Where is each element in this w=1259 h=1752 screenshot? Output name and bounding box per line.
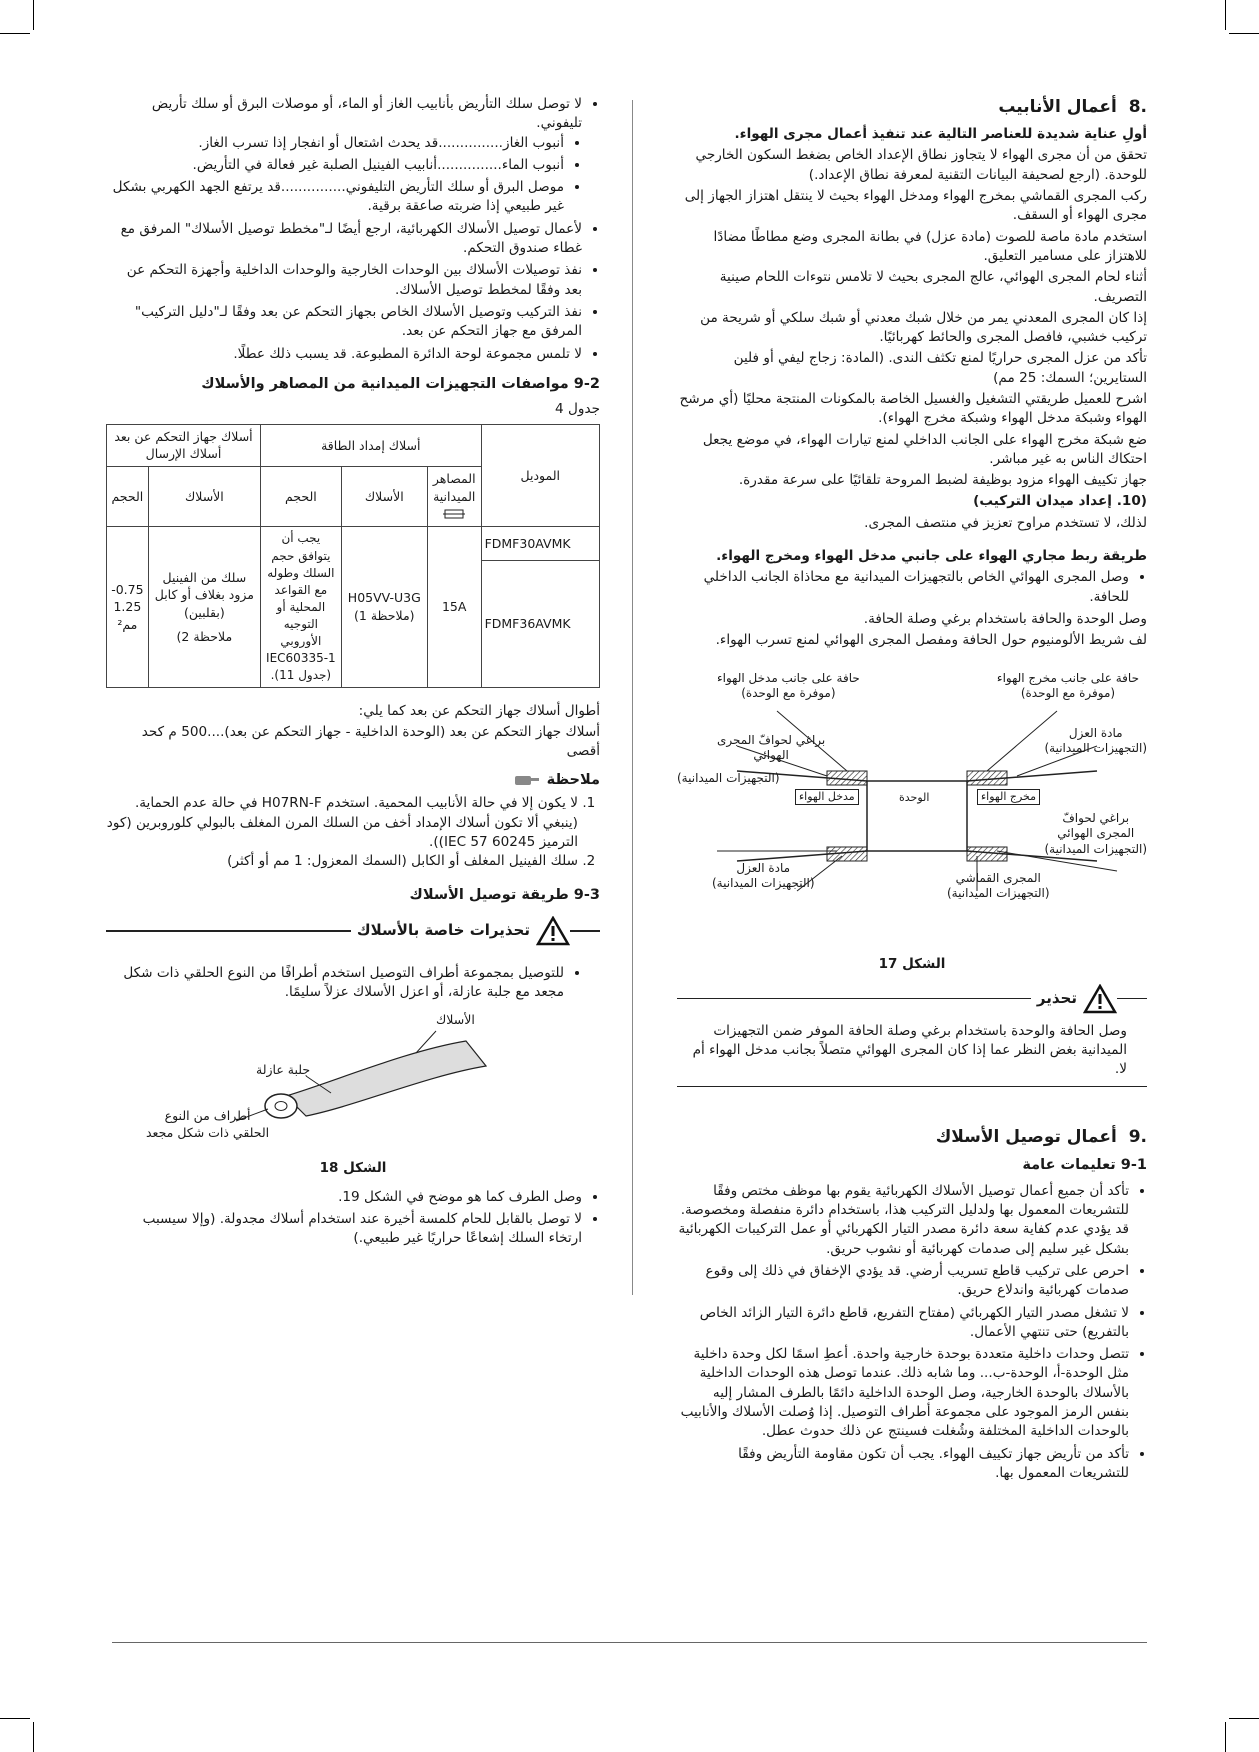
header-remote-wire: الأسلاك xyxy=(148,467,260,527)
grounding-list xyxy=(106,95,600,364)
section-8-subtitle: أولِ عناية شديدة للعناصر التالية عند تنفيذ أعمال مجرى الهواء. xyxy=(734,126,1147,143)
label-inlet-flange: حافة على جانب مدخل الهواء (موفرة مع الوحدة) xyxy=(717,670,860,701)
paragraph: جهاز تكييف الهواء مزود بوظيفة لضبط المروحة تلقائيًا على سرعة مقدرة. xyxy=(738,472,1147,489)
figure-17-caption: الشكل 17 xyxy=(878,955,946,972)
subsection-9-2-heading: 9-2 مواصفات التجهيزات الميدانية من المصاهر والأسلاك xyxy=(201,375,600,392)
label-unit-box: الوحدة xyxy=(899,790,930,804)
cell-fuse: 15A xyxy=(427,527,481,687)
paragraph: لف شريط الألومنيوم حول الحافة ومفصل المجرى الهوائي لمنع تسرب الهواء. xyxy=(715,632,1147,649)
note-item: 2. سلك الفينيل المغلف أو الكابل (السمك المعزول: 1 مم أو أكثر) xyxy=(106,852,578,871)
list-item: • لا توصل بالقابل للحام كلمسة أخيرة عند استخدام أسلاك مجدولة. (وإلا سيسبب ارتخاء السلك إشعاعًا حراريًا غير طبيعي.) xyxy=(106,1210,582,1249)
header-remote-size: الحجم xyxy=(107,467,149,527)
bold-reference: (10. إعداد ميدان التركيب) xyxy=(973,493,1147,510)
header-power: أسلاك إمداد الطاقة xyxy=(261,424,482,467)
label-inlet-box: مدخل الهواء xyxy=(795,789,859,805)
header-remote: أسلاك جهاز التحكم عن بعد أسلاك الإرسال xyxy=(107,424,261,467)
caution-header: تحذير xyxy=(677,984,1147,1014)
label-screws-right: براغي لحوافّ المجرى الهوائي (التجهيزات الميدانية) xyxy=(1044,810,1147,856)
list-item: • احرص على تركيب قاطع تسريب أرضي. قد يؤدي الإخفاق في ذلك إلى وقوع صدمات كهربائية واندلاع حريق. xyxy=(677,1262,1129,1301)
table-caption: جدول 4 xyxy=(555,401,600,418)
note-heading: ملاحظة xyxy=(106,770,600,791)
label-insulation-top-right: مادة العزل (التجهيزات الميدانية) xyxy=(1044,725,1147,756)
header-model: الموديل xyxy=(481,424,599,527)
label-ring-terminal: أطراف من النوع الحلقي ذات شكل مجعد xyxy=(146,1107,270,1141)
section-9-heading: 9. أعمال توصيل الأسلاك xyxy=(935,1127,1147,1148)
crop-mark xyxy=(1225,1722,1226,1752)
list-item: • نفذ توصيلات الأسلاك بين الوحدات الخارجية والوحدات الداخلية وأجهزة التحكم عن بعد وفقًا لمخطط توصيل الأسلاك. xyxy=(106,261,582,300)
left-column xyxy=(106,95,600,1252)
note-hand-icon xyxy=(513,772,541,788)
crop-mark xyxy=(1225,0,1226,30)
list-item: • وصل المجرى الهوائي الخاص بالتجهيزات الميدانية مع محاذاة الجانب الداخلي للحافة. xyxy=(677,568,1129,607)
crop-mark xyxy=(0,33,30,34)
list-item: • لا تشغل مصدر التيار الكهربائي (مفتاح التفريع، قاطع دائرة التيار الزائد الخاص بالتفريع) حتى تنتهي الأعمال. xyxy=(677,1304,1129,1343)
cell-size: يجب أن يتوافق حجم السلك وطوله مع القواعد المحلية أو التوجيه الأوروبي IEC60335-1 (جدول 11). xyxy=(261,527,342,687)
cell-model-2: FDMF36AVMK xyxy=(481,560,599,687)
footer-rule xyxy=(112,1642,1147,1643)
header-size: الحجم xyxy=(261,467,342,527)
crop-mark xyxy=(0,1718,30,1719)
subsection-9-3-heading: 9-3 طريقة توصيل الأسلاك xyxy=(409,887,600,904)
crop-mark xyxy=(1229,33,1259,34)
paragraph: ضع شبكة مخرج الهواء على الجانب الداخلي لمنع تيارات الهواء، في موضع يجعل احتكاك الناس به غير مباشر. xyxy=(702,431,1147,467)
sub-list-item: • أنبوب الماء...............أنابيب الفينيل الصلبة غير فعالة في التأريض. xyxy=(106,156,564,175)
crop-mark xyxy=(1229,1718,1259,1719)
list-item: • لا تلمس مجموعة لوحة الدائرة المطبوعة. قد يسبب ذلك عطلًا. xyxy=(106,345,582,364)
label-insulation-bottom-left: مادة العزل (التجهيزات الميدانية) xyxy=(712,860,815,891)
column-divider xyxy=(632,100,633,1295)
list-item: • نفذ التركيب وتوصيل الأسلاك الخاص بجهاز التحكم عن بعد وفقًا لـ"دليل التركيب" المرفق مع جهاز التحكم عن بعد. xyxy=(106,303,582,342)
note-item: 1. لا يكون إلا في حالة الأنابيب المحمية. استخدم H07RN-F في حالة عدم الحماية. (ينبغي ألا تكون أسلاك الإمداد أخف من السلك المرن المغلف بالبولي كلوروبرين (كود الترميز IEC 57 60245)). xyxy=(106,794,578,852)
paragraph: لذلك، لا تستخدم مراوح تعزيز في منتصف المجرى. xyxy=(864,514,1147,531)
label-field-left: (التجهيزات الميدانية) xyxy=(677,770,780,785)
cell-wire: H05VV-U3G (ملاحظة 1) xyxy=(341,527,427,687)
duct-connection-list xyxy=(677,568,1147,607)
paragraph: ركب المجرى القماشي بمخرج الهواء ومدخل الهواء بحيث لا ينتقل اهتزاز الجهاز إلى مجرى الهواء أو السقف. xyxy=(684,188,1147,224)
sub-list-item: • أنبوب الغاز...............قد يحدث اشتعال أو انفجار إذا تسرب الغاز. xyxy=(106,134,564,153)
paragraph: تحقق من أن مجرى الهواء لا يتجاوز نطاق الإعداد الخاص بضغط السكون الخارجي للوحدة. (ارجع لصحيفة البيانات التقنية لمعرفة نطاق الإعداد.) xyxy=(695,147,1147,183)
paragraph: تأكد من عزل المجرى حراريًا لمنع تكثف الندى. (المادة: زجاج ليفي أو فلين الستايرين؛ السمك: 25 مم) xyxy=(733,350,1147,386)
crop-mark xyxy=(33,0,34,30)
list-item: • للتوصيل بمجموعة أطراف التوصيل استخدم أطرافًا من النوع الحلقي ذات شكل مجعد مع جلبة عازلة، أو اعزل الأسلاك عزلاً سليمًا. xyxy=(106,964,564,1003)
label-screws-left: براغي لحوافّ المجرى الهوائي xyxy=(717,732,826,763)
label-outlet-flange: حافة على جانب مخرج الهواء (موفرة مع الوحدة) xyxy=(996,670,1139,701)
figure-18 xyxy=(106,1011,600,1141)
list-item: • لا توصل سلك التأريض بأنابيب الغاز أو الماء، أو موصلات البرق أو سلك تأريض تليفوني. • أنبوب الغاز...............قد يحدث اشتعال أو انفجار إذا تسرب الغاز. • أنبوب الماء...............أنابيب الفينيل الصلبة غير فعالة في التأريض. • موصل البرق أو سلك التأريض التليفوني...............قد يرتفع الجهد الكهربي بشكل غير طبيعي إذا ضربته صاعقة برقية. xyxy=(106,95,582,217)
sub-list-item: • موصل البرق أو سلك التأريض التليفوني...............قد يرتفع الجهد الكهربي بشكل غير طبيعي إذا ضربته صاعقة برقية. xyxy=(106,178,564,217)
label-sleeve: جلبة عازلة xyxy=(256,1061,311,1077)
wiring-spec-table xyxy=(106,424,600,688)
list-item: • تأكد من تأريض جهاز تكييف الهواء. يجب أن تكون مقاومة التأريض وفقًا للتشريعات المعمول بها. xyxy=(677,1445,1129,1484)
paragraph: أثناء لحام المجرى الهوائي، عالج المجرى بحيث لا تلامس نتوءات اللحام صينية التصريف. xyxy=(719,269,1147,305)
label-outlet-box: مخرج الهواء xyxy=(977,789,1040,805)
subsection-9-1-heading: 9-1 تعليمات عامة xyxy=(1022,1157,1147,1174)
wiring-caution-header: تحذيرات خاصة بالأسلاك xyxy=(106,916,600,946)
cell-remote-size: 0.75- 1.25 مم² xyxy=(107,527,149,687)
figure-18-caption: الشكل 18 xyxy=(319,1159,387,1176)
list-item: • وصل الطرف كما هو موضح في الشكل 19. xyxy=(106,1188,582,1207)
paragraph: إذا كان المجرى المعدني يمر من خلال شبك معدني أو شبك سلكي أو شريحة من تركيب خشبي، فافصل المجرى والحائط كهربائيًا. xyxy=(700,309,1147,346)
lengths-text: أسلاك جهاز التحكم عن بعد (الوحدة الداخلية - جهاز التحكم عن بعد)....500 م كحد أقصى xyxy=(141,724,600,760)
header-fuses: المصاهر الميدانية xyxy=(427,467,481,527)
caution-text: وصل الحافة والوحدة باستخدام برغي وصلة الحافة الموفر ضمن التجهيزات الميدانية بغض النظر عما إذا كان المجرى الهوائي متصلاً بجانب مدخل الهواء أم لا. xyxy=(692,1022,1127,1078)
list-item: • تتصل وحدات داخلية متعددة بوحدة خارجية واحدة. أعطِ اسمًا لكل وحدة داخلية مثل الوحدة-أ، الوحدة-ب... وما شابه ذلك. عندما توصل هذه الوحدات الداخلية بالأسلاك بالوحدة الخارجية، وصل الوحدة الداخلية دائمًا بالطرف المشار إليه بنفس الرمز الموجود على مجموعة أطراف التوصيل. إذا وُصلت الأسلاك والأنابيب بالوحدات الداخلية المختلفة وشُغلت فسينتج عن ذلك حدوث عطل. xyxy=(677,1345,1129,1441)
warning-triangle-icon xyxy=(536,916,570,946)
section-8-heading: 8. أعمال الأنابيب xyxy=(998,97,1147,117)
paragraph: استخدم مادة ماصة للصوت (مادة عزل) في بطانة المجرى وضع مطاطًا مضادًا للاهتزاز على مسامير التعليق. xyxy=(713,228,1147,264)
warning-triangle-icon xyxy=(1083,984,1117,1014)
general-instructions-list xyxy=(677,1182,1147,1483)
duct-connection-title: طريقة ربط مجاري الهواء على جانبي مدخل الهواء ومخرج الهواء. xyxy=(716,548,1147,565)
right-column xyxy=(677,95,1147,1486)
terminal-list xyxy=(106,1188,600,1249)
caution-bottom-rule xyxy=(677,1086,1147,1088)
list-item: • تأكد أن جميع أعمال توصيل الأسلاك الكهربائية يقوم بها موظف مختص وفقًا للتشريعات المعمول بها ولدليل التركيب هذا، باستخدام دائرة منفصلة ومخصوصة. قد يؤدي عدم كفاية سعة دائرة مصدر التيار الكهربائي أو عمل التركيبات الكهربائية بشكل غير سليم إلى صدمات كهربائية أو نشوب حريق. xyxy=(677,1182,1129,1259)
cell-remote-wire: سلك من الفينيل مزود بغلاف أو كابل (بقلبين) ملاحظة 2) xyxy=(148,527,260,687)
paragraph: اشرح للعميل طريقتي التشغيل والغسيل الخاصة بالمكونات المنتجة محليًا (أي مرشح الهواء وشبكة مدخل الهواء وشبكة مخرج الهواء). xyxy=(679,390,1147,427)
wiring-caution-list xyxy=(106,964,600,1003)
fuse-icon xyxy=(443,509,465,519)
header-wire: الأسلاك xyxy=(341,467,427,527)
cell-model-1: FDMF30AVMK xyxy=(481,527,599,560)
notes-list xyxy=(106,794,600,871)
crop-mark xyxy=(33,1722,34,1752)
label-wires: الأسلاك xyxy=(436,1011,475,1027)
paragraph: وصل الوحدة والحافة باستخدام برغي وصلة الحافة. xyxy=(863,610,1147,627)
lengths-title: أطوال أسلاك جهاز التحكم عن بعد كما يلي: xyxy=(358,702,600,719)
list-item: • لأعمال توصيل الأسلاك الكهربائية، ارجع أيضًا لـ"مخطط توصيل الأسلاك" المرفق مع غطاء صندوق التحكم. xyxy=(106,220,582,259)
figure-17 xyxy=(677,671,1147,951)
label-canvas-duct: المجرى القماشي (التجهيزات الميدانية) xyxy=(947,870,1050,901)
sub-list xyxy=(106,134,582,217)
